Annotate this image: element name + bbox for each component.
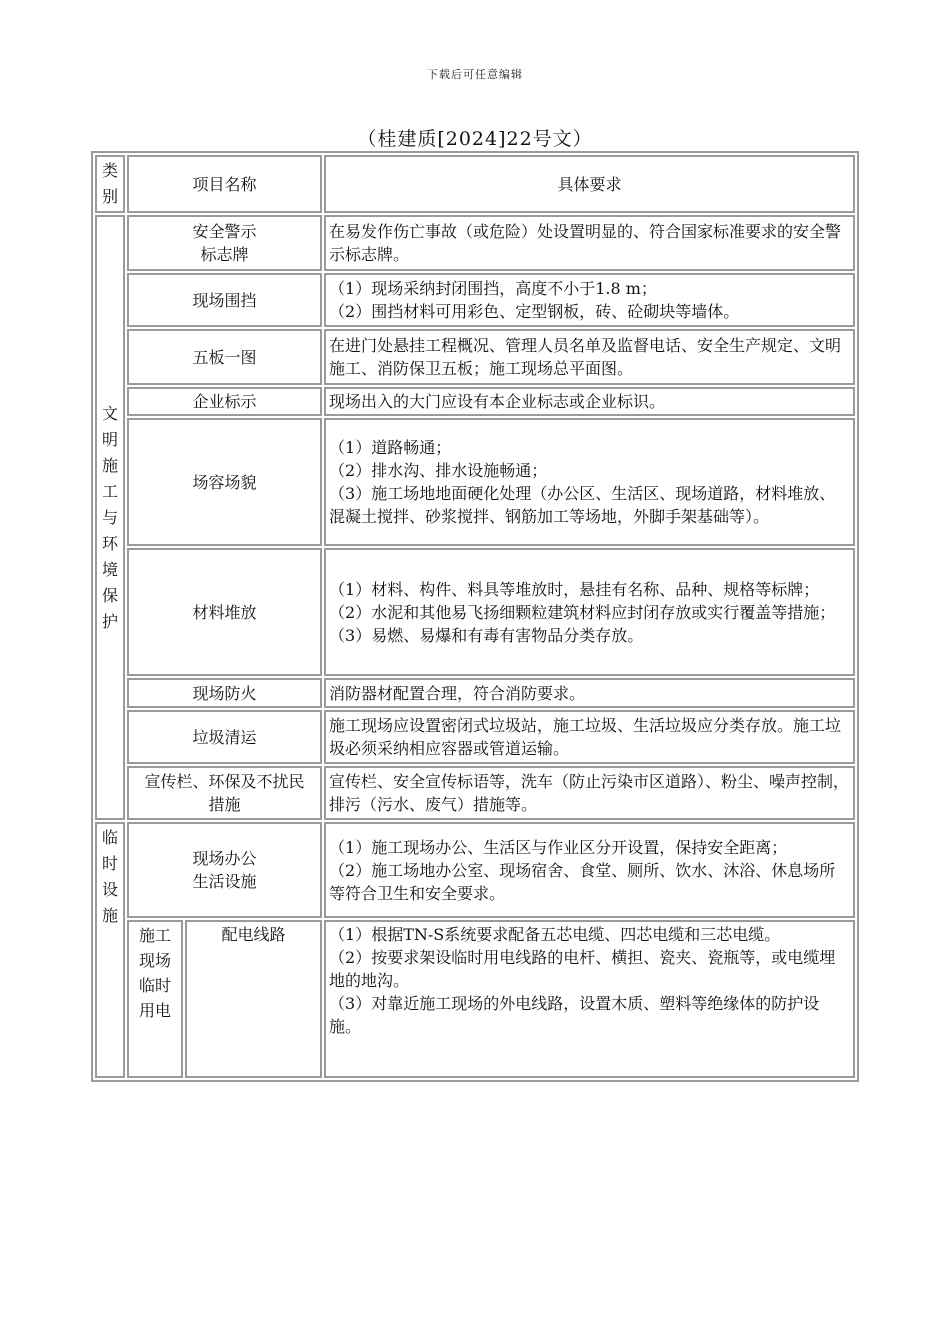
- requirement-text: 在易发作伤亡事故（或危险）处设置明显的、符合国家标准要求的安全警示标志牌。: [324, 215, 855, 271]
- item-name: 企业标示: [127, 387, 322, 416]
- header-note: 下载后可任意编辑: [427, 68, 523, 81]
- item-name: 宣传栏、环保及不扰民 措施: [127, 766, 322, 820]
- table-row: [95, 215, 855, 271]
- header-requirement: 具体要求: [324, 155, 855, 213]
- requirement-text: 在进门处悬挂工程概况、管理人员名单及监督电话、安全生产规定、文明施工、消防保卫五板；施工现场总平面图。: [324, 329, 855, 385]
- item-name: 现场围挡: [127, 273, 322, 327]
- item-name: 配电线路: [185, 920, 322, 1078]
- item-name: 五板一图: [127, 329, 322, 385]
- table-row: [95, 710, 855, 764]
- requirement-text: 现场出入的大门应设有本企业标志或企业标识。: [324, 387, 855, 416]
- requirement-text: （1）现场采纳封闭围挡，高度不小于1.8 m； （2）围挡材料可用彩色、定型钢板，砖、砼砌块等墙体。: [324, 273, 855, 327]
- category-temporary-facilities: 临时设施: [95, 822, 125, 1078]
- requirement-text: （1）材料、构件、料具等堆放时，悬挂有名称、品种、规格等标牌； （2）水泥和其他易飞扬细颗粒建筑材料应封闭存放或实行覆盖等措施； （3）易燃、易爆和有毒有害物品分类存放。: [324, 548, 855, 676]
- table-row: [95, 822, 855, 918]
- table-row: [95, 548, 855, 676]
- requirement-text: 消防器材配置合理，符合消防要求。: [324, 678, 855, 708]
- item-name: 垃圾清运: [127, 710, 322, 764]
- requirement-text: （1）道路畅通； （2）排水沟、排水设施畅通； （3）施工场地地面硬化处理（办公区、生活区、现场道路，材料堆放、混凝土搅拌、砂浆搅拌、钢筋加工等场地，外脚手架基础等）。: [324, 418, 855, 546]
- category-civilized-construction: 文明施工与环境保护: [95, 215, 125, 820]
- item-name: 现场防火: [127, 678, 322, 708]
- subcategory-temporary-electricity: 施工现场临时用电: [127, 920, 183, 1078]
- item-name: 安全警示 标志牌: [127, 215, 322, 271]
- header-category: 类别: [95, 155, 125, 213]
- item-name: 材料堆放: [127, 548, 322, 676]
- requirement-text: （1）根据TN-S系统要求配备五芯电缆、四芯电缆和三芯电缆。 （2）按要求架设临时用电线路的电杆、横担、瓷夹、瓷瓶等，或电缆埋地的地沟。 （3）对靠近施工现场的外电线路，设置木质、塑料等绝缘体的防护设施。: [324, 920, 855, 1078]
- table-row: [95, 766, 855, 820]
- item-name: 现场办公 生活设施: [127, 822, 322, 918]
- table-header-row: [95, 155, 855, 213]
- table-row: [95, 678, 855, 708]
- requirements-table: [91, 151, 859, 1082]
- requirement-text: 宣传栏、安全宣传标语等，洗车（防止污染市区道路）、粉尘、噪声控制，排污（污水、废气）措施等。: [324, 766, 855, 820]
- header-item: 项目名称: [127, 155, 322, 213]
- table-row: [95, 273, 855, 327]
- requirement-text: （1）施工现场办公、生活区与作业区分开设置，保持安全距离； （2）施工场地办公室、现场宿舍、食堂、厕所、饮水、沐浴、休息场所等符合卫生和安全要求。: [324, 822, 855, 918]
- table-row: [95, 418, 855, 546]
- table-row: [95, 387, 855, 416]
- document-title: （桂建质[2024]22号文）: [357, 128, 593, 150]
- table-row: [95, 920, 855, 1078]
- requirement-text: 施工现场应设置密闭式垃圾站，施工垃圾、生活垃圾应分类存放。施工垃圾必须采纳相应容器或管道运输。: [324, 710, 855, 764]
- table-row: [95, 329, 855, 385]
- item-name: 场容场貌: [127, 418, 322, 546]
